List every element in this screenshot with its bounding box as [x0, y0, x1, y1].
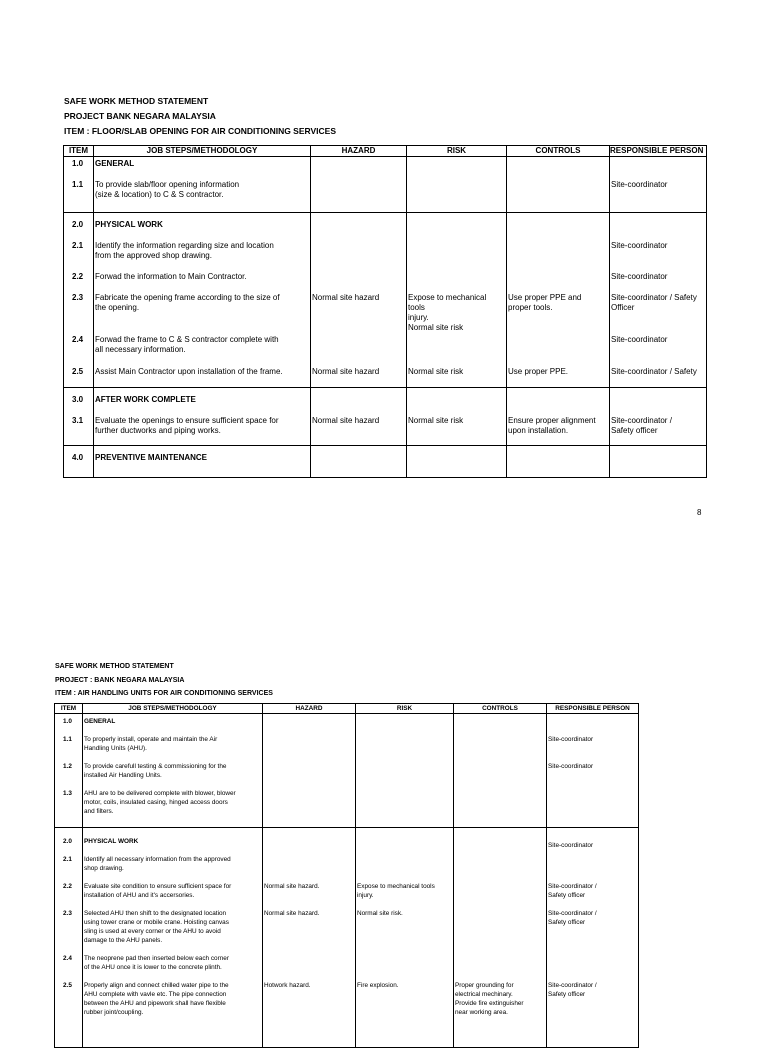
hazard: Normal site hazard. — [264, 883, 320, 890]
responsible-person: Site-coordinator — [611, 272, 668, 281]
col-header-risk: RISK — [407, 146, 507, 157]
job-step: Evaluate the openings to ensure sufficient space for further ductworks and piping works. — [95, 416, 279, 435]
responsible-person: Site-coordinator — [548, 736, 594, 743]
hazard: Normal site hazard — [312, 416, 380, 425]
responsible-person: Site-coordinator — [611, 241, 668, 250]
job-step: Forwad the frame to C & S contractor complete with all necessary information. — [95, 335, 279, 354]
table-section: 3.0 3.1 AFTER WORK COMPLETE Evaluate the openings to ensure sufficient space for further ductworks and piping works. Normal site hazard Normal site risk Ensure proper alignment upon installation. Site-coordinator / Safety officer — [64, 388, 707, 446]
col-header-job-steps: JOB STEPS/METHODOLOGY — [83, 704, 263, 714]
risk: Expose to mechanical tools injury. — [357, 883, 435, 899]
responsible-person: Site-coordinator — [548, 763, 594, 770]
controls: Use proper PPE. — [508, 367, 569, 376]
project-line: PROJECT : BANK NEGARA MALAYSIA — [55, 677, 185, 684]
job-step: Selected AHU then shift to the designated location using tower crane or mobile crane. Hoisting canvas sling is used at every corner or the AHU to avoid damage to the AHU panels. — [84, 910, 229, 944]
job-step: To provide carefull testing & commissioning for the installed Air Handling Units. — [84, 763, 227, 779]
job-step: Properly align and connect chilled water pipe to the AHU complete with vavle etc. The pipe connection between the AHU and pipework shall have flexible rubber joint/coupling. — [84, 982, 229, 1016]
col-header-hazard: HAZARD — [263, 704, 356, 714]
table-header-row — [64, 146, 707, 157]
col-header-responsible-person: RESPONSIBLE PERSON — [547, 704, 639, 714]
controls: Proper grounding for electrical mechinary. Provide fire extinguisher near working area. — [455, 982, 524, 1016]
job-step: Evaluate site condition to ensure sufficient space for installation of AHU and it's accersories. — [84, 883, 232, 899]
risk: Fire explosion. — [357, 982, 399, 989]
responsible-person: Site-coordinator — [611, 335, 668, 344]
job-step: Fabricate the opening frame according to the size of the opening. — [95, 293, 280, 312]
job-step: Identify the information regarding size and location from the approved shop drawing. — [95, 241, 274, 260]
risk: Expose to mechanical tools injury. Normal site risk — [408, 293, 487, 332]
responsible-person: Site-coordinator — [548, 842, 594, 849]
job-step: The neoprene pad then inserted below each corner of the AHU once it is lower to the concrete plinth. — [84, 955, 229, 971]
table-section: 1.0 1.1 1.2 1.3 GENERAL To properly install, operate and maintain the Air Handling Units (AHU). To provide carefull testing & commissioning for the installed Air Handling Units. AHU are to be delivered complete with blower, blower motor, coils, insulated casing, hinged access doors and filters. Site-coordinator Site-coordinator — [55, 714, 639, 828]
section-heading: GENERAL — [84, 718, 116, 725]
project-line: PROJECT BANK NEGARA MALAYSIA — [64, 111, 216, 121]
risk: Normal site risk — [408, 416, 464, 425]
section-heading: AFTER WORK COMPLETE — [95, 395, 196, 404]
responsible-person: Site-coordinator / Safety officer — [611, 416, 672, 435]
table-section: 2.0 2.1 2.2 2.3 2.4 2.5 PHYSICAL WORK Identify all necessary information from the approved shop drawing. Evaluate site condition to ensure sufficient space for installation of AHU and it's accersories. Selected AHU then shift to the designated location using tower crane or mobile crane. Hoisting canvas sling is used at every corner or the AHU to avoid damage to the AHU panels. The neoprene pad then inserted below each corner of the AHU once it is lower to the concrete plinth. Properly align and connect chilled water pipe to the AHU complete with vavle etc. The pipe connection between the AHU and pipework shall have flexible rubber joint/coupling. Normal site hazard. Normal site hazard. Hotwork hazard. Expose to mechanical tools injury. Normal site risk. Fire explosion. Proper grounding for electrical mechinary. Provide fire extinguisher near working area. Site-coordinator Site-coordinator / Safety officer Site-coordinator / Safety officer Site-coordinator / Safety officer — [55, 828, 639, 1048]
responsible-person: Site-coordinator / Safety officer — [548, 883, 597, 899]
section-heading: PHYSICAL WORK — [84, 838, 139, 845]
document-title: SAFE WORK METHOD STATEMENT — [64, 96, 209, 106]
section-heading: PHYSICAL WORK — [95, 220, 163, 229]
job-step: Identify all necessary information from the approved shop drawing. — [84, 856, 231, 872]
col-header-item: ITEM — [55, 704, 83, 714]
responsible-person: Site-coordinator / Safety — [611, 367, 697, 376]
responsible-person: Site-coordinator / Safety officer — [548, 982, 597, 998]
job-step: Assist Main Contractor upon installation of the frame. — [95, 367, 283, 376]
hazard: Normal site hazard. — [264, 910, 320, 917]
job-step: To provide slab/floor opening information (size & location) to C & S contractor. — [95, 180, 240, 199]
controls: Use proper PPE and proper tools. — [508, 293, 582, 312]
col-header-item: ITEM — [64, 146, 94, 157]
section-heading: PREVENTIVE MAINTENANCE — [95, 453, 208, 462]
responsible-person: Site-coordinator / Safety officer — [548, 910, 597, 926]
page-number: 8 — [697, 508, 702, 517]
hazard: Hotwork hazard. — [264, 982, 311, 989]
risk: Normal site risk — [408, 367, 464, 376]
item-line: ITEM : FLOOR/SLAB OPENING FOR AIR CONDITIONING SERVICES — [64, 126, 337, 136]
job-step: Forwad the information to Main Contractor. — [95, 272, 247, 281]
col-header-controls: CONTROLS — [507, 146, 610, 157]
col-header-hazard: HAZARD — [311, 146, 407, 157]
document-title: SAFE WORK METHOD STATEMENT — [55, 663, 174, 670]
col-header-responsible-person: RESPONSIBLE PERSON — [610, 146, 707, 157]
col-header-job-steps: JOB STEPS/METHODOLOGY — [94, 146, 311, 157]
section-heading: GENERAL — [95, 159, 135, 168]
col-header-controls: CONTROLS — [454, 704, 547, 714]
responsible-person: Site-coordinator — [611, 180, 668, 189]
table-section: 1.0 1.1 GENERAL To provide slab/floor opening information (size & location) to C & S contractor. Site-coordinator — [64, 157, 707, 213]
hazard: Normal site hazard — [312, 367, 380, 376]
risk: Normal site risk. — [357, 910, 403, 917]
col-header-risk: RISK — [356, 704, 454, 714]
job-step: To properly install, operate and maintain the Air Handling Units (AHU). — [84, 736, 218, 752]
table-section: 2.0 2.1 2.2 2.3 2.4 2.5 PHYSICAL WORK Identify the information regarding size and location from the approved shop drawing. Forwad the information to Main Contractor. Fabricate the opening frame according to the size of the opening. Forwad the frame to C & S contractor complete with all necessary information. Assist Main Contractor upon installation of the frame. Normal site hazard Normal site hazard Expose to mechanical tools injury. Normal site risk Normal site risk Use proper PPE and proper tools. Use proper PPE. Site-coordinator Site-coordinator Site-coordinator / Safety Officer Site-coordinator Site-coordinator / Safety — [64, 213, 707, 388]
item-line: ITEM : AIR HANDLING UNITS FOR AIR CONDITIONING SERVICES — [55, 690, 273, 697]
job-step: AHU are to be delivered complete with blower, blower motor, coils, insulated casing, hinged access doors and filters. — [84, 790, 236, 815]
method-statement-table — [54, 703, 639, 1048]
hazard: Normal site hazard — [312, 293, 380, 302]
controls: Ensure proper alignment upon installation. — [508, 416, 596, 435]
table-header-row — [55, 704, 639, 714]
method-statement-table — [63, 145, 707, 478]
responsible-person: Site-coordinator / Safety Officer — [611, 293, 697, 312]
table-section: 4.0 PREVENTIVE MAINTENANCE — [64, 446, 707, 478]
